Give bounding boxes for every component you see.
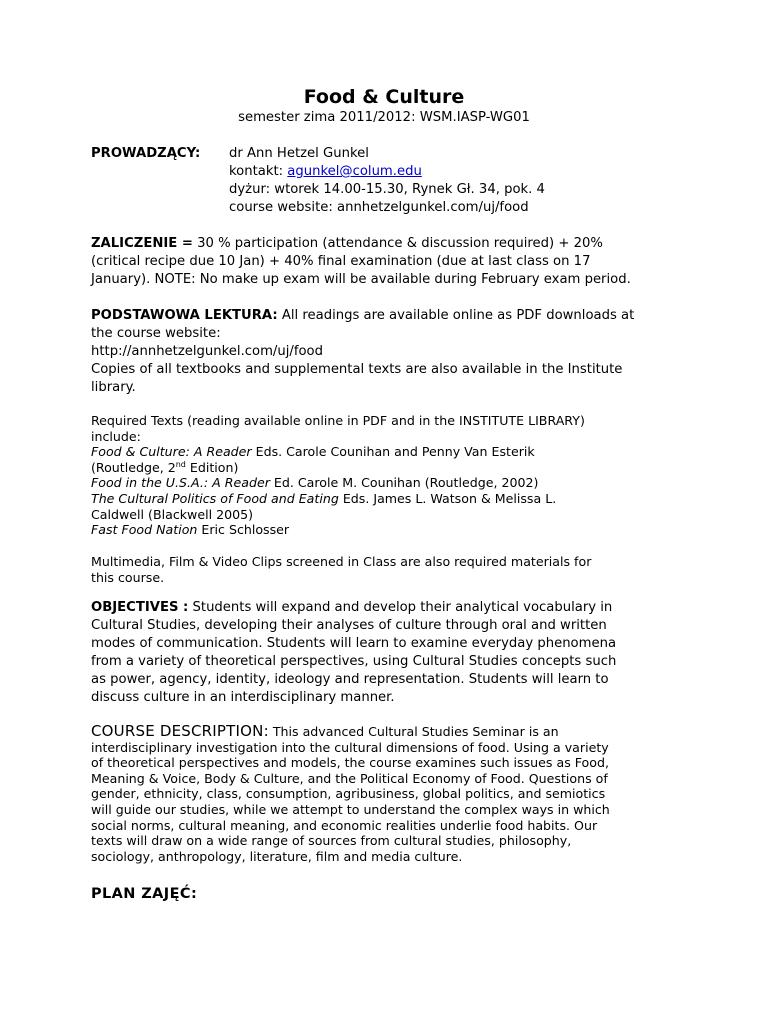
- edition-superscript: nd: [175, 459, 186, 469]
- multimedia-section: [91, 554, 677, 585]
- required-texts-intro-2: include:: [91, 428, 141, 444]
- required-text-item: [91, 491, 677, 507]
- readings-copies-2: library.: [91, 380, 136, 395]
- book-details: Eds. Carole Counihan and Penny Van Esterik: [251, 444, 535, 460]
- instructor-details: [229, 145, 677, 217]
- objectives-text: Students will expand and develop their analytical vocabulary in: [188, 600, 613, 615]
- book-details-cont-end: Edition): [185, 459, 239, 475]
- required-text-item-cont: [91, 460, 677, 476]
- description-label: COURSE DESCRIPTION:: [91, 722, 269, 740]
- plan-section: [91, 885, 677, 903]
- book-title: Fast Food Nation: [91, 522, 198, 538]
- instructor-name: dr Ann Hetzel Gunkel: [229, 146, 369, 161]
- required-text-item: [91, 444, 677, 460]
- description-line: sociology, anthropology, literature, film and media culture.: [91, 848, 463, 864]
- course-description-section: [91, 724, 677, 864]
- readings-label: PODSTAWOWA LEKTURA:: [91, 308, 278, 323]
- instructor-contact: [229, 163, 677, 181]
- objectives-line: discuss culture in an interdisciplinary manner.: [91, 690, 395, 705]
- description-line: social norms, cultural meaning, and economic realities underlie food habits. Our: [91, 817, 598, 833]
- objectives-line: [91, 599, 677, 617]
- contact-prefix: kontakt:: [229, 164, 288, 179]
- required-text-item-cont: Caldwell (Blackwell 2005): [91, 506, 254, 522]
- objectives-label: OBJECTIVES :: [91, 600, 189, 615]
- description-text: This advanced Cultural Studies Seminar is an: [268, 724, 559, 739]
- grading-line-2: (critical recipe due 10 Jan) + 40% final examination (due at last class on 17: [91, 254, 591, 269]
- instructor-label: PROWADZĄCY:: [91, 146, 201, 161]
- book-title: Food in the U.S.A.: A Reader: [91, 475, 270, 491]
- book-details: Eds. James L. Watson & Melissa L.: [338, 490, 557, 506]
- readings-text-1: All readings are available online as PDF downloads at: [277, 308, 635, 323]
- grading-section: [91, 235, 677, 289]
- instructor-section: [91, 145, 677, 217]
- grading-text-1: 30 % participation (attendance & discussion required) + 20%: [192, 236, 603, 251]
- grading-line-1: [91, 235, 677, 253]
- multimedia-line-2: this course.: [91, 569, 165, 585]
- book-details-cont: (Routledge, 2: [91, 459, 176, 475]
- objectives-section: [91, 599, 677, 707]
- objectives-line: Cultural Studies, developing their analyses of culture through oral and written: [91, 618, 607, 633]
- objectives-line: modes of communication. Students will learn to examine everyday phenomena: [91, 636, 617, 651]
- description-line: gender, ethnicity, class, consumption, agribusiness, global politics, and semiotics: [91, 786, 606, 802]
- description-line: interdisciplinary investigation into the cultural dimensions of food. Using a variety: [91, 739, 609, 755]
- description-line: will guide our studies, while we attempt to understand the complex ways in which: [91, 801, 610, 817]
- page-title: Food & Culture: [303, 86, 465, 108]
- description-line: texts will draw on a wide range of sources from cultural studies, philosophy,: [91, 833, 572, 849]
- description-line: [91, 724, 677, 740]
- book-title: The Cultural Politics of Food and Eating: [91, 490, 339, 506]
- grading-line-3: January). NOTE: No make up exam will be available during February exam period.: [91, 272, 631, 287]
- readings-url: http://annhetzelgunkel.com/uj/food: [91, 344, 323, 359]
- objectives-line: as power, agency, identity, ideology and representation. Students will learn to: [91, 672, 609, 687]
- book-title: Food & Culture: A Reader: [91, 444, 252, 460]
- description-line: of theoretical perspectives and models, the course examines such issues as Food,: [91, 755, 609, 771]
- required-texts-intro-1: Required Texts (reading available online in PDF and in the INSTITUTE LIBRARY): [91, 413, 585, 428]
- readings-section: [91, 307, 677, 397]
- required-text-item: [91, 475, 677, 491]
- description-line: Meaning & Voice, Body & Culture, and the Political Economy of Food. Questions of: [91, 770, 608, 786]
- book-details: Eric Schlosser: [197, 522, 290, 538]
- grading-label: ZALICZENIE =: [91, 236, 193, 251]
- office-hours: dyżur: wtorek 14.00-15.30, Rynek Gł. 34, pok. 4: [229, 182, 545, 197]
- readings-copies-1: Copies of all textbooks and supplemental texts are also available in the Institute: [91, 362, 623, 377]
- email-link[interactable]: agunkel@colum.edu: [287, 164, 422, 179]
- course-website: course website: annhetzelgunkel.com/uj/food: [229, 200, 529, 215]
- objectives-line: from a variety of theoretical perspectives, using Cultural Studies concepts such: [91, 654, 617, 669]
- required-text-item: [91, 522, 677, 538]
- required-texts-section: [91, 413, 677, 538]
- multimedia-line-1: Multimedia, Film & Video Clips screened in Class are also required materials for: [91, 554, 592, 569]
- readings-line-1: [91, 307, 677, 325]
- plan-heading: PLAN ZAJĘĆ:: [91, 886, 198, 902]
- book-details: Ed. Carole M. Counihan (Routledge, 2002): [269, 475, 539, 491]
- page-subtitle: semester zima 2011/2012: WSM.IASP-WG01: [238, 110, 530, 125]
- readings-line-2: the course website:: [91, 326, 221, 341]
